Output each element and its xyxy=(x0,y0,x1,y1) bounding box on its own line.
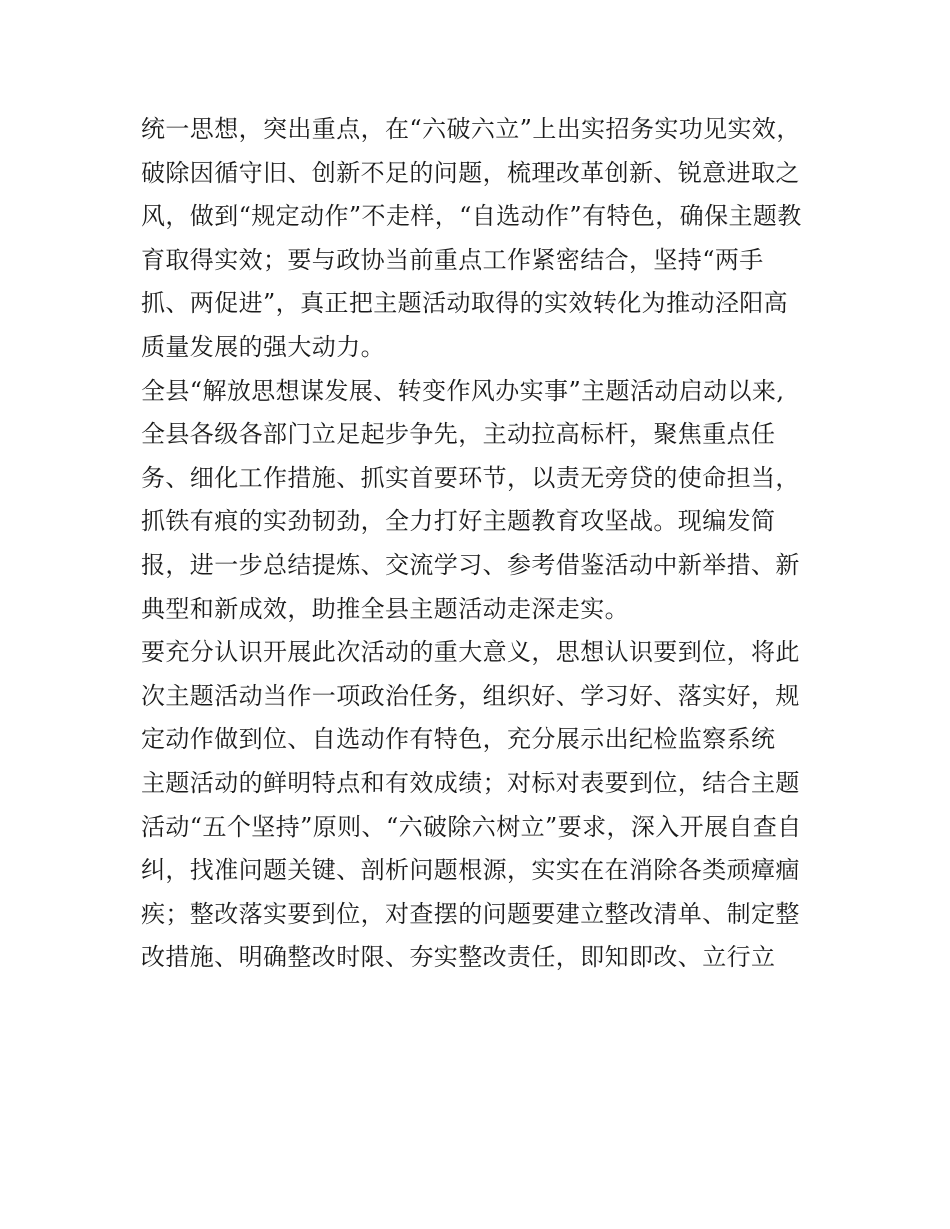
text-line: 活动“五个坚持”原则、“六破除六树立”要求，深入开展自查自 xyxy=(141,812,802,841)
text-line: 改措施、明确整改时限、夯实整改责任，即知即改、立行立 xyxy=(141,943,776,972)
text-line: 疾；整改落实要到位，对查摆的问题要建立整改清单、制定整 xyxy=(141,899,800,928)
paragraph-2 xyxy=(141,370,821,632)
text-line: 报，进一步总结提炼、交流学习、参考借鉴活动中新举措、新 xyxy=(141,550,800,579)
text-line: 典型和新成效，助推全县主题活动走深走实。 xyxy=(141,594,629,623)
text-line: 抓、两促进”，真正把主题活动取得的实效转化为推动泾阳高 xyxy=(141,289,789,318)
paragraph-1 xyxy=(141,108,821,370)
text-line: 要充分认识开展此次活动的重大意义，思想认识要到位，将此 xyxy=(141,638,800,667)
text-line: 务、细化工作措施、抓实首要环节，以责无旁贷的使命担当， xyxy=(141,463,800,492)
text-line: 主题活动的鲜明特点和有效成绩；对标对表要到位，结合主题 xyxy=(141,768,800,797)
text-line: 抓铁有痕的实劲韧劲，全力打好主题教育攻坚战。现编发简 xyxy=(141,507,776,536)
text-line: 纠，找准问题关键、剖析问题根源，实实在在消除各类顽瘴痼 xyxy=(141,856,800,885)
document-body xyxy=(141,108,821,980)
text-line: 风，做到“规定动作”不走样，“自选动作”有特色，确保主题教 xyxy=(141,202,802,231)
paragraph-3 xyxy=(141,631,821,980)
text-line: 全县各级各部门立足起步争先，主动拉高标杆，聚焦重点任 xyxy=(141,420,776,449)
text-line: 育取得实效；要与政协当前重点工作紧密结合，坚持“两手 xyxy=(141,245,764,274)
text-line: 破除因循守旧、创新不足的问题，梳理改革创新、锐意进取之 xyxy=(141,158,800,187)
text-line: 统一思想，突出重点，在“六破六立”上出实招务实功见实效， xyxy=(141,115,801,143)
text-line: 定动作做到位、自选动作有特色，充分展示出纪检监察系统 xyxy=(141,725,776,754)
text-line: 全县“解放思想谋发展、转变作风办实事”主题活动启动以来, xyxy=(141,376,785,405)
text-line: 质量发展的强大动力。 xyxy=(141,332,385,361)
text-line: 次主题活动当作一项政治任务，组织好、学习好、落实好，规 xyxy=(141,681,800,710)
